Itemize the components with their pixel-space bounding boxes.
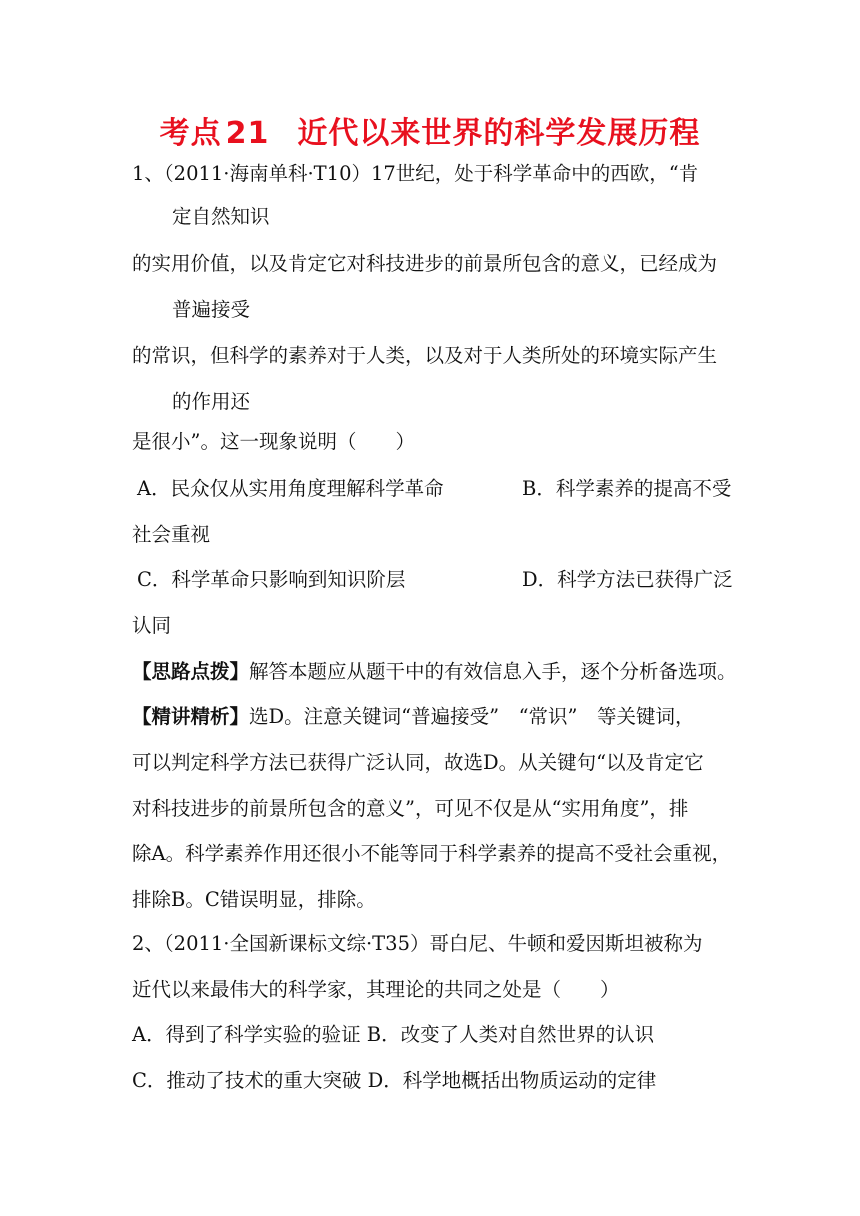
q1-hint bbox=[132, 658, 737, 686]
page-title bbox=[0, 108, 860, 152]
q1-analysis-line bbox=[132, 703, 695, 731]
q1-option-d-continued: 认同 bbox=[132, 614, 172, 637]
q1-option-a: A．民众仅从实用角度理解科学革命 bbox=[137, 477, 444, 500]
q1-option-c: C．科学革命只影响到知识阶层 bbox=[137, 568, 406, 591]
title-text: 近代以来世界的科学发展历程 bbox=[297, 116, 701, 151]
q2-stem-line: 近代以来最伟大的科学家，其理论的共同之处是（ ） bbox=[132, 978, 620, 1001]
q1-analysis-line: 排除B。C错误明显，排除。 bbox=[132, 888, 376, 911]
hint-text: 解答本题应从题干中的有效信息入手，逐个分析备选项。 bbox=[249, 660, 737, 683]
q1-option-b: B．科学素养的提高不受 bbox=[522, 477, 732, 500]
title-prefix: 考点 bbox=[159, 116, 222, 151]
q1-stem-line: 的常识，但科学的素养对于人类，以及对于人类所处的环境实际产生 bbox=[132, 344, 718, 367]
q1-analysis-line: 对科技进步的前景所包含的意义”，可见不仅是从“实用角度”，排 bbox=[132, 797, 689, 820]
q1-stem-line: 的作用还 bbox=[172, 390, 251, 413]
analysis-tag: 【精讲精析】 bbox=[132, 705, 250, 728]
hint-tag: 【思路点拨】 bbox=[132, 660, 250, 683]
q1-analysis-line: 可以判定科学方法已获得广泛认同，故选D。从关键句“以及肯定它 bbox=[132, 751, 704, 774]
q1-stem-line: 普遍接受 bbox=[172, 298, 251, 321]
q1-option-d: D．科学方法已获得广泛 bbox=[522, 568, 733, 591]
analysis-text: 选D。注意关键词“普遍接受” “常识” 等关键词， bbox=[249, 705, 695, 728]
q1-option-b-continued: 社会重视 bbox=[132, 523, 211, 546]
q1-analysis-line: 除A。科学素养作用还很小不能等同于科学素养的提高不受社会重视， bbox=[132, 842, 732, 865]
q2-options-line: A．得到了科学实验的验证 B．改变了人类对自然世界的认识 bbox=[132, 1023, 655, 1046]
q1-stem-line: 是很小”。这一现象说明（ ） bbox=[132, 430, 415, 453]
q2-stem-line: 2、（2011·全国新课标文综·T35）哥白尼、牛顿和爱因斯坦被称为 bbox=[132, 932, 703, 955]
q2-options-line: C．推动了技术的重大突破 D．科学地概括出物质运动的定律 bbox=[132, 1069, 657, 1092]
q1-stem-line: 1、（2011·海南单科·T10）17世纪，处于科学革命中的西欧，“肯 bbox=[132, 162, 699, 185]
title-number: 21 bbox=[225, 116, 270, 151]
q1-stem-line: 定自然知识 bbox=[172, 205, 270, 228]
q1-stem-line: 的实用价值，以及肯定它对科技进步的前景所包含的意义，已经成为 bbox=[132, 252, 718, 275]
